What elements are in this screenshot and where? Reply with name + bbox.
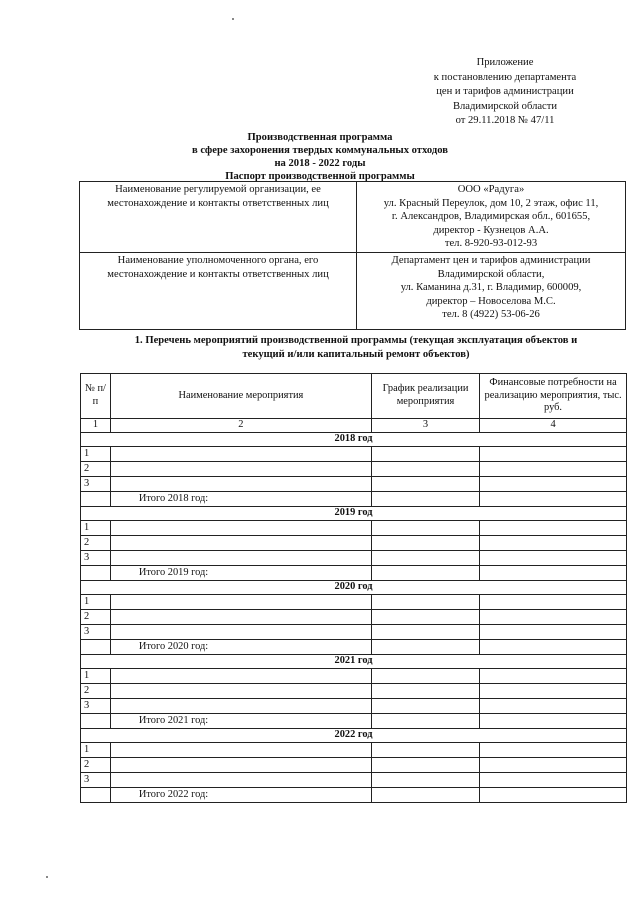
- empty-cell: [480, 595, 627, 610]
- passport-heading: Паспорт производственной программы: [225, 171, 415, 182]
- header-num: № п/п: [81, 374, 111, 419]
- empty-cell: [371, 714, 479, 729]
- column-number: 1: [81, 419, 111, 433]
- total-label: Итого 2019 год:: [110, 566, 371, 581]
- events-table: [80, 373, 627, 803]
- value-line: г. Александров, Владимирская обл., 601655,: [391, 211, 591, 223]
- total-row: [81, 714, 627, 729]
- total-label: Итого 2020 год:: [110, 640, 371, 655]
- row-number: 1: [81, 743, 111, 758]
- total-label: Итого 2022 год:: [110, 788, 371, 803]
- passport-label: Наименование уполномоченного органа, его местонахождение и контакты ответственных лиц: [80, 252, 357, 329]
- table-row: [81, 536, 627, 551]
- empty-cell: [480, 640, 627, 655]
- year-label: 2020 год: [81, 581, 627, 595]
- appendix-line: к постановлению департамента: [433, 71, 577, 83]
- empty-cell: [110, 595, 371, 610]
- value-line: Владимирской области,: [437, 268, 545, 280]
- value-line: ул. Каманина д.31, г. Владимир, 600009,: [400, 282, 582, 294]
- total-label: Итого 2018 год:: [110, 492, 371, 507]
- empty-cell: [480, 788, 627, 803]
- empty-cell: [110, 536, 371, 551]
- row-number: 1: [81, 669, 111, 684]
- year-row: [81, 433, 627, 447]
- table-row: [81, 521, 627, 536]
- empty-cell: [371, 551, 479, 566]
- empty-cell: [110, 462, 371, 477]
- passport-row-organization: [80, 182, 626, 253]
- row-number: 3: [81, 551, 111, 566]
- row-number: 3: [81, 773, 111, 788]
- empty-cell: [81, 788, 111, 803]
- empty-cell: [371, 640, 479, 655]
- empty-cell: [480, 684, 627, 699]
- value-line: ООО «Радуга»: [457, 184, 525, 195]
- section-title: [96, 334, 616, 361]
- table-row: [81, 551, 627, 566]
- table-row: [81, 758, 627, 773]
- passport-table: [79, 181, 626, 330]
- row-number: 2: [81, 462, 111, 477]
- appendix-line: Владимирской области: [452, 100, 558, 112]
- total-row: [81, 788, 627, 803]
- table-row: [81, 625, 627, 640]
- header-schedule: График реализации мероприятия: [371, 374, 479, 419]
- table-row: [81, 595, 627, 610]
- empty-cell: [110, 669, 371, 684]
- appendix-header: [405, 56, 605, 129]
- passport-label: Наименование регулируемой организации, ее местонахождение и контакты ответственных лиц: [80, 182, 357, 253]
- empty-cell: [480, 714, 627, 729]
- empty-cell: [110, 477, 371, 492]
- empty-cell: [371, 492, 479, 507]
- empty-cell: [371, 447, 479, 462]
- value-line: тел. 8-920-93-012-93: [444, 238, 538, 250]
- title-line: на 2018 - 2022 годы: [274, 158, 366, 169]
- scan-speck: [232, 18, 234, 20]
- empty-cell: [110, 743, 371, 758]
- row-number: 1: [81, 447, 111, 462]
- passport-value: [357, 182, 626, 253]
- row-number: 2: [81, 684, 111, 699]
- year-row: [81, 507, 627, 521]
- year-row: [81, 655, 627, 669]
- empty-cell: [371, 669, 479, 684]
- value-line: тел. 8 (4922) 53-06-26: [442, 309, 540, 321]
- empty-cell: [480, 477, 627, 492]
- empty-cell: [480, 462, 627, 477]
- column-number-row: [81, 419, 627, 433]
- empty-cell: [480, 610, 627, 625]
- empty-cell: [480, 625, 627, 640]
- empty-cell: [480, 699, 627, 714]
- appendix-date: от 29.11.2018 № 47/11: [455, 115, 555, 127]
- column-number: 3: [371, 419, 479, 433]
- empty-cell: [81, 640, 111, 655]
- appendix-line: Приложение: [476, 57, 534, 68]
- row-number: 3: [81, 699, 111, 714]
- empty-cell: [110, 551, 371, 566]
- empty-cell: [371, 625, 479, 640]
- value-line: директор - Кузнецов А.А.: [433, 224, 549, 236]
- passport-value: [357, 252, 626, 329]
- empty-cell: [81, 714, 111, 729]
- appendix-line: цен и тарифов администрации: [436, 86, 574, 98]
- empty-cell: [371, 477, 479, 492]
- empty-cell: [371, 699, 479, 714]
- table-row: [81, 684, 627, 699]
- row-number: 2: [81, 758, 111, 773]
- year-label: 2021 год: [81, 655, 627, 669]
- table-header-row: [81, 374, 627, 419]
- empty-cell: [371, 610, 479, 625]
- empty-cell: [480, 536, 627, 551]
- empty-cell: [371, 684, 479, 699]
- empty-cell: [110, 625, 371, 640]
- table-row: [81, 477, 627, 492]
- empty-cell: [480, 521, 627, 536]
- year-label: 2018 год: [81, 433, 627, 447]
- total-row: [81, 566, 627, 581]
- empty-cell: [480, 758, 627, 773]
- table-row: [81, 462, 627, 477]
- empty-cell: [81, 566, 111, 581]
- header-finance: Финансовые потребности на реализацию мероприятия, тыс. руб.: [480, 374, 627, 419]
- value-line: директор – Новоселова М.С.: [426, 295, 556, 307]
- empty-cell: [371, 773, 479, 788]
- table-row: [81, 610, 627, 625]
- table-row: [81, 447, 627, 462]
- section-title-line: 1. Перечень мероприятий производственной программы (текущая эксплуатация объектов и: [134, 335, 578, 346]
- events-body: [81, 433, 627, 803]
- table-row: [81, 773, 627, 788]
- empty-cell: [371, 743, 479, 758]
- empty-cell: [110, 773, 371, 788]
- empty-cell: [110, 699, 371, 714]
- empty-cell: [480, 773, 627, 788]
- column-number: 4: [480, 419, 627, 433]
- row-number: 2: [81, 536, 111, 551]
- passport-row-authority: [80, 252, 626, 329]
- empty-cell: [81, 492, 111, 507]
- row-number: 1: [81, 595, 111, 610]
- row-number: 2: [81, 610, 111, 625]
- empty-cell: [480, 492, 627, 507]
- empty-cell: [371, 462, 479, 477]
- total-row: [81, 492, 627, 507]
- row-number: 1: [81, 521, 111, 536]
- table-row: [81, 699, 627, 714]
- empty-cell: [480, 669, 627, 684]
- year-label: 2022 год: [81, 729, 627, 743]
- year-row: [81, 729, 627, 743]
- year-label: 2019 год: [81, 507, 627, 521]
- row-number: 3: [81, 477, 111, 492]
- empty-cell: [480, 743, 627, 758]
- value-line: Департамент цен и тарифов администрации: [391, 254, 591, 266]
- empty-cell: [480, 447, 627, 462]
- header-name: Наименование мероприятия: [110, 374, 371, 419]
- empty-cell: [371, 788, 479, 803]
- empty-cell: [371, 566, 479, 581]
- section-title-line: текущий и/или капитальный ремонт объектов): [242, 348, 470, 360]
- empty-cell: [371, 521, 479, 536]
- table-row: [81, 743, 627, 758]
- title-line: в сфере захоронения твердых коммунальных отходов: [192, 145, 448, 156]
- value-line: ул. Красный Переулок, дом 10, 2 этаж, офис 11,: [383, 197, 599, 209]
- column-number: 2: [110, 419, 371, 433]
- document-title: [150, 131, 490, 183]
- empty-cell: [110, 521, 371, 536]
- empty-cell: [110, 610, 371, 625]
- empty-cell: [480, 551, 627, 566]
- total-row: [81, 640, 627, 655]
- empty-cell: [110, 447, 371, 462]
- empty-cell: [371, 758, 479, 773]
- empty-cell: [110, 758, 371, 773]
- year-row: [81, 581, 627, 595]
- scan-speck: [46, 876, 48, 878]
- table-row: [81, 669, 627, 684]
- empty-cell: [110, 684, 371, 699]
- title-line: Производственная программа: [247, 132, 393, 143]
- total-label: Итого 2021 год:: [110, 714, 371, 729]
- empty-cell: [480, 566, 627, 581]
- empty-cell: [371, 595, 479, 610]
- empty-cell: [371, 536, 479, 551]
- row-number: 3: [81, 625, 111, 640]
